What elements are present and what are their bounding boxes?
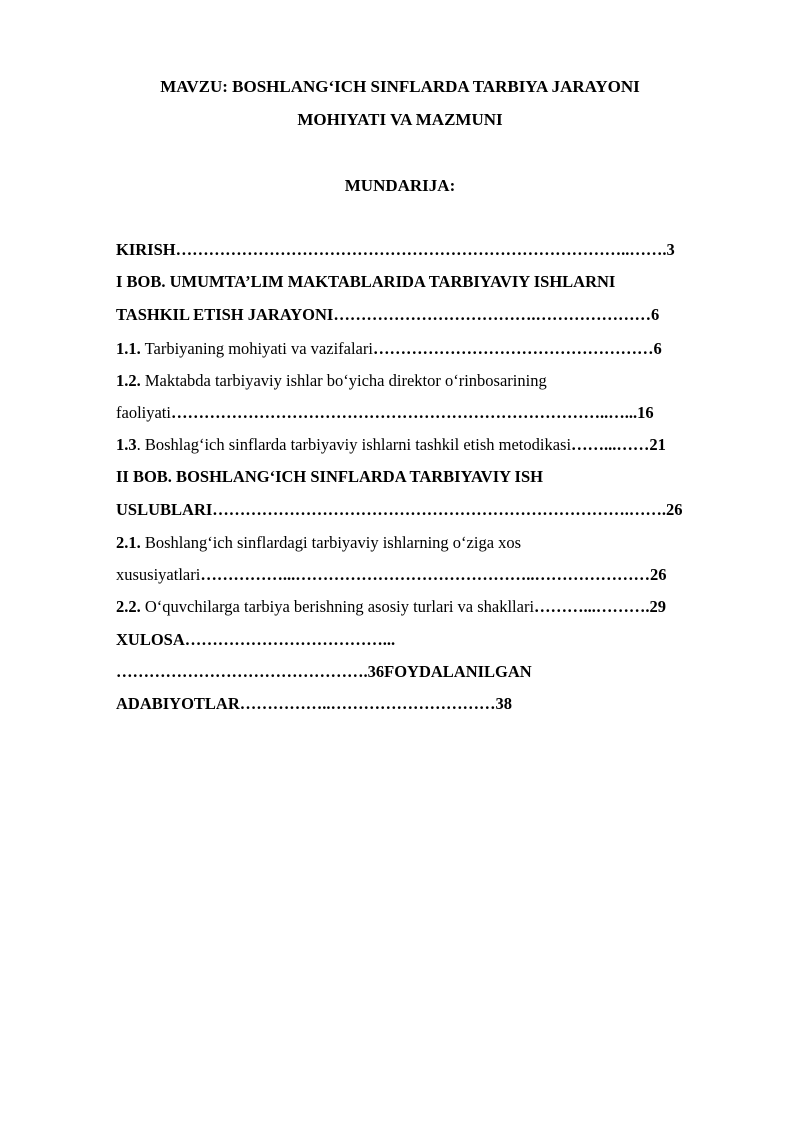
toc-entry-number: 1.3 [116, 435, 137, 454]
toc-entry-text: . Boshlag‘ich sinflarda tarbiyaviy ishlarni tashkil etish metodikasi [136, 435, 572, 454]
toc-entry-leader: ……………...……………………………………..…………………26 [200, 565, 667, 584]
toc-entry-leader: ………...……….29 [534, 597, 667, 616]
toc-entry-xulosa: XULOSA………………………………... [116, 630, 396, 649]
toc-entry-number: 1.1. [116, 339, 141, 358]
toc-entry-chapter-2-line-2: USLUBLARI………………………………………………………………….…….26 [116, 500, 683, 519]
toc-entry-2-2 [116, 597, 742, 617]
toc-entry-chapter-1-line-1: I BOB. UMUMTA’LIM MAKTABLARIDA TARBIYAVIY ISHLARNI [116, 272, 616, 291]
toc-entry-number: 2.1. [116, 533, 141, 552]
toc-entry-text: Maktabda tarbiyaviy ishlar bo‘yicha direktor o‘rinbosarining [140, 371, 547, 390]
toc-entry-text: O‘quvchilarga tarbiya berishning asosiy turlari va shakllari [140, 597, 535, 616]
toc-heading: MUNDARIJA: [344, 176, 456, 195]
toc-entry-adabiyotlar: ADABIYOTLAR……………..…………………………38 [116, 694, 513, 713]
toc-entry-1-2-line-2 [116, 403, 742, 423]
toc-entry-text: xususiyatlari [116, 565, 201, 584]
toc-entry-text: Boshlang‘ich sinflardagi tarbiyaviy ishlarning o‘ziga xos [140, 533, 522, 552]
toc-entry-2-1-line-1 [116, 533, 742, 553]
document-title-line-2: MOHIYATI VA MAZMUNI [297, 110, 503, 129]
toc-entry-kirish: KIRISH………………………………………………………………………..…….3 [116, 240, 675, 259]
toc-entry-xulosa-continued: ……………………………………….36FOYDALANILGAN [116, 662, 532, 681]
toc-entry-chapter-1-line-2: TASHKIL ETISH JARAYONI……………………………….…………………6 [116, 305, 660, 324]
toc-entry-chapter-2-line-1: II BOB. BOSHLANG‘ICH SINFLARDA TARBIYAVIY ISH [116, 467, 543, 486]
toc-entry-number: 1.2. [116, 371, 141, 390]
toc-entry-text: faoliyati [116, 403, 171, 422]
document-title-line-1: MAVZU: BOSHLANG‘ICH SINFLARDA TARBIYA JARAYONI [160, 77, 640, 96]
toc-entry-1-1 [116, 339, 742, 359]
toc-entry-1-3 [116, 435, 742, 455]
toc-entry-number: 2.2. [116, 597, 141, 616]
toc-entry-leader: ……...……21 [571, 435, 666, 454]
toc-entry-2-1-line-2 [116, 565, 742, 585]
toc-entry-leader: ……………………………………………………………………..…...16 [170, 403, 654, 422]
toc-entry-1-2-line-1 [116, 371, 742, 391]
toc-entry-leader: ……………………………………………6 [372, 339, 662, 358]
toc-entry-text: Tarbiyaning mohiyati va vazifalari [140, 339, 373, 358]
